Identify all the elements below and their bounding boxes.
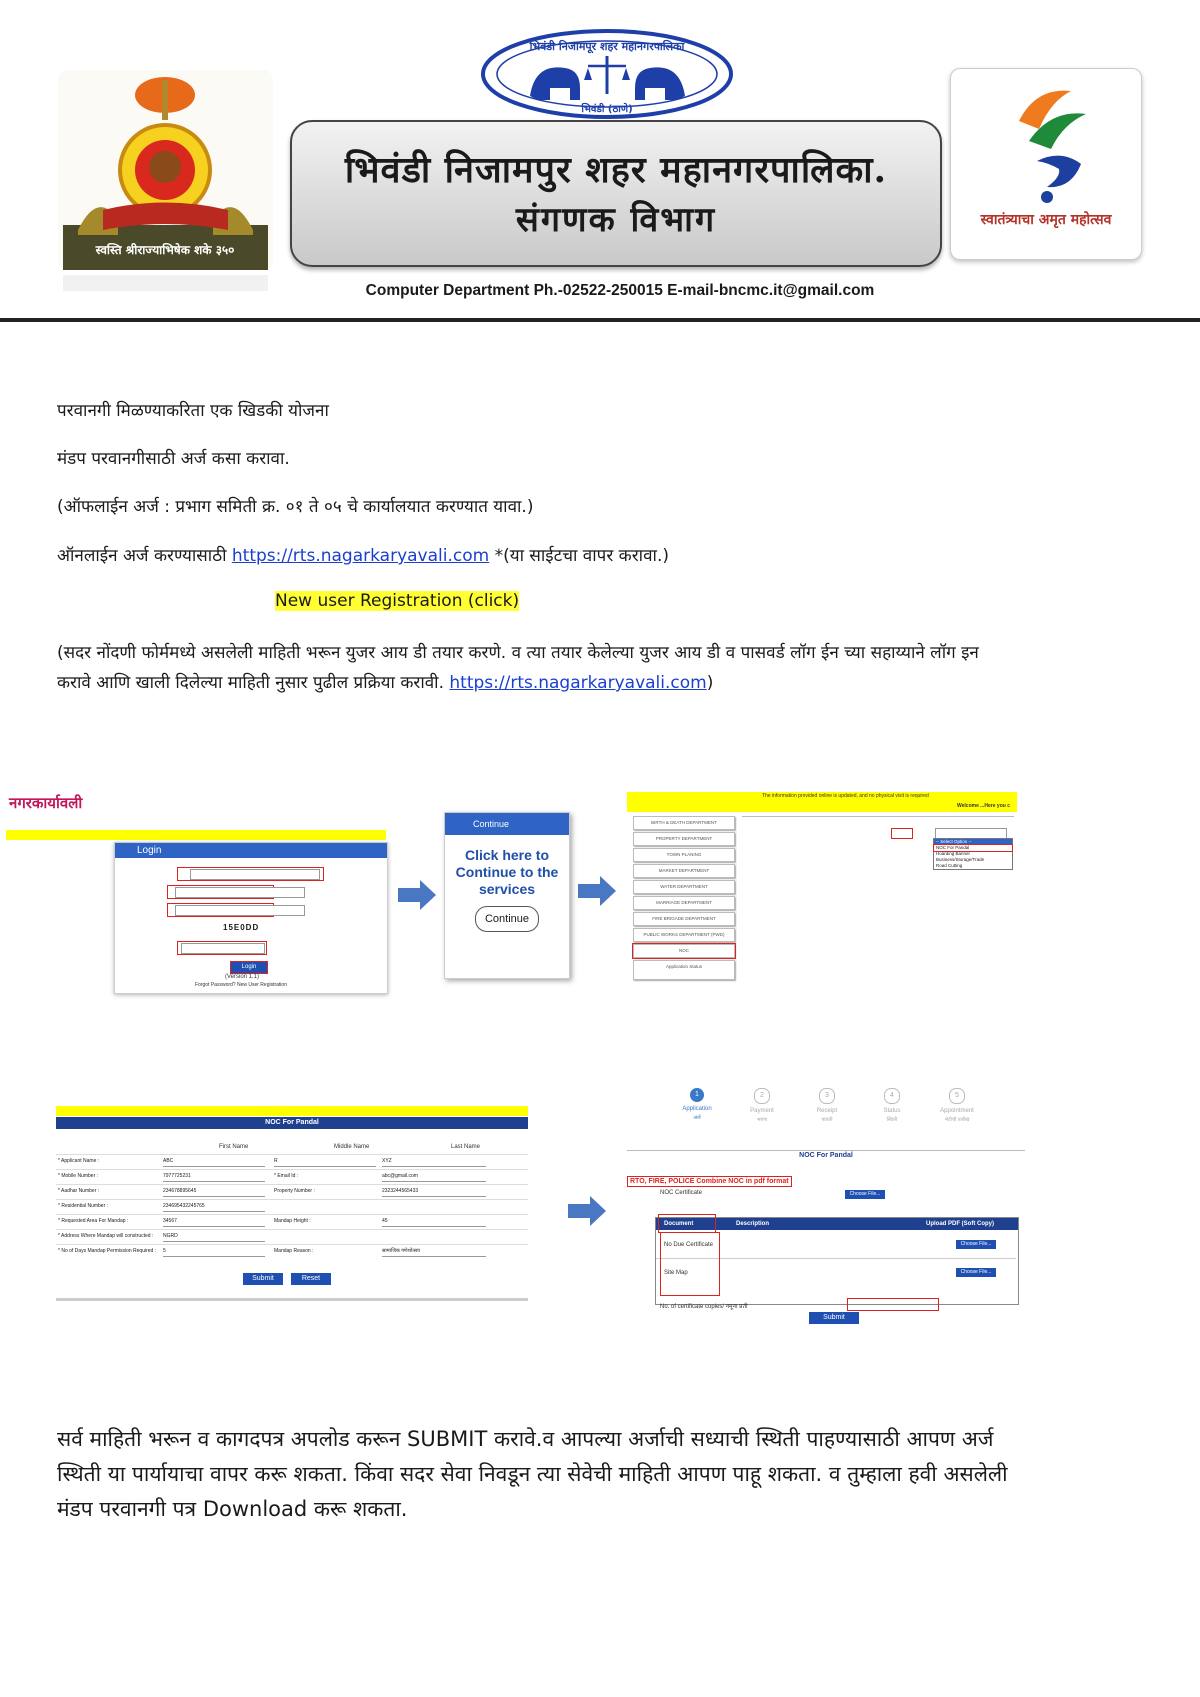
- form-input[interactable]: abc@gmail.com: [382, 1172, 486, 1182]
- azadi-ka-amrut-mahotsav-logo: [950, 68, 1142, 260]
- submit-button[interactable]: Submit: [243, 1273, 283, 1285]
- form-row: [56, 1184, 528, 1199]
- upload-submit-button[interactable]: Submit: [809, 1312, 859, 1324]
- step-receipt: 3 Receipt पावती: [797, 1088, 857, 1123]
- last-name-header: Last Name: [451, 1144, 481, 1150]
- step-application: 1 Application अर्ज: [667, 1088, 727, 1121]
- department-menu-item[interactable]: WATER DEPARTMENT: [633, 880, 735, 894]
- dropdown-option[interactable]: Hoarding Banner: [936, 851, 971, 856]
- form-row: [56, 1244, 528, 1259]
- department-menu-item[interactable]: FIRE BRIGADE DEPARTMENT: [633, 912, 735, 926]
- corporation-name: भिवंडी निजामपुर शहर महानगरपालिका.: [344, 149, 888, 191]
- corporation-seal-logo: [480, 28, 735, 120]
- first-name-header: First Name: [219, 1144, 249, 1150]
- header-divider: [0, 318, 1200, 322]
- offline-note: (ऑफलाईन अर्ज : प्रभाग समिती क्र. ०१ ते ०५ चे कार्यालयात करण्यात यावा.): [57, 497, 534, 517]
- form-input[interactable]: R: [274, 1157, 376, 1167]
- document-column-header: Document: [664, 1221, 694, 1227]
- step-status: 4 Status स्थिती: [862, 1088, 922, 1123]
- form-label: * Email Id :: [274, 1173, 299, 1179]
- form-input[interactable]: XYZ: [382, 1157, 486, 1167]
- captcha-image: 15E0DD: [223, 923, 260, 932]
- upload-title: NOC For Pandal: [799, 1152, 853, 1159]
- progress-steps: [667, 1088, 1017, 1136]
- form-label: Property Number :: [274, 1188, 315, 1194]
- form-input[interactable]: 34567: [163, 1217, 265, 1227]
- form-input[interactable]: 234695432245765: [163, 1202, 265, 1212]
- continue-button[interactable]: Continue: [475, 906, 539, 932]
- noc-certificate-label: NOC Certificate: [660, 1190, 703, 1196]
- form-row: [56, 1229, 528, 1244]
- arrow-icon: [568, 1196, 608, 1230]
- reset-button[interactable]: Reset: [291, 1273, 331, 1285]
- department-name: संगणक विभाग: [515, 200, 717, 240]
- svg-text:स्वातंत्र्याचा अमृत महोत्सव: स्वातंत्र्याचा अमृत महोत्सव: [980, 212, 1112, 228]
- department-menu-item[interactable]: MARRIAGE DEPARTMENT: [633, 896, 735, 910]
- scheme-title: परवानगी मिळण्याकरिता एक खिडकी योजना: [57, 401, 329, 421]
- svg-text:भिवंडी निजामपूर शहर महानगरपालि: भिवंडी निजामपूर शहर महानगरपालिका: [529, 40, 685, 53]
- form-input[interactable]: 5: [163, 1247, 265, 1257]
- form-label: * Requested Area For Mandap :: [58, 1218, 129, 1224]
- arrow-icon: [578, 876, 618, 910]
- online-note: ऑनलाईन अर्ज करण्यासाठी https://rts.nagarkaryavali.com *(या साईटचा वापर करावा.): [57, 546, 669, 566]
- form-input[interactable]: सामाजिक गणेशोत्सव: [382, 1247, 486, 1257]
- login-panel: [114, 842, 388, 994]
- form-label: * Mobile Number :: [58, 1173, 99, 1179]
- form-label: * Address Where Mandap will constructed :: [58, 1233, 154, 1239]
- noc-form-fields: [56, 1154, 528, 1259]
- continue-header: Continue: [445, 813, 569, 835]
- info-banner: The information provided online is updated, and no physical visit is required: [762, 793, 929, 799]
- login-links[interactable]: Forgot Password? New User Registration: [195, 982, 287, 988]
- dropdown-option[interactable]: Business/Storage/Trade: [936, 857, 985, 862]
- form-input[interactable]: ABC: [163, 1157, 265, 1167]
- step-payment: 2 Payment भरणा: [732, 1088, 792, 1123]
- svg-text:भिवंडी (ठाणे): भिवंडी (ठाणे): [581, 104, 633, 115]
- registration-instructions: (सदर नोंदणी फोर्ममध्ये असलेली माहिती भरून युजर आय डी तयार करणे. व त्या तयार केलेल्या युजर आय डी व पासवर्ड लॉग ईन च्या सहाय्याने लॉग इन करावे आणि खाली दिलेल्या माहिती नुसार पुढील प्रक्रिया करावी. https://rts.nagarkaryavali.com): [57, 643, 979, 693]
- form-label: * Applicant Name :: [58, 1158, 100, 1164]
- department-menu-item[interactable]: MARKET DEPARTMENT: [633, 864, 735, 878]
- middle-name-header: Middle Name: [334, 1144, 370, 1150]
- login-screenshot: [6, 790, 388, 1000]
- welcome-text: Welcome ...Here you c: [957, 803, 1010, 809]
- no-due-certificate-label: No Due Certificate: [664, 1242, 714, 1248]
- form-label: * Aadhar Number :: [58, 1188, 100, 1194]
- form-row: [56, 1214, 528, 1229]
- svg-text:स्वस्ति श्रीराज्याभिषेक शके ३५: स्वस्ति श्रीराज्याभिषेक शके ३५०: [95, 243, 235, 257]
- form-input[interactable]: 2323244565433: [382, 1187, 486, 1197]
- how-to-apply: मंडप परवानगीसाठी अर्ज कसा करावा.: [57, 449, 290, 469]
- form-label: * No of Days Mandap Permission Required :: [58, 1248, 157, 1254]
- form-label: * Residential Number :: [58, 1203, 109, 1209]
- dropdown-option[interactable]: -- Select Option --: [934, 839, 1012, 845]
- upload-column-header: Upload PDF (Soft Copy): [926, 1221, 994, 1227]
- version-label: (Version 1.1): [225, 974, 260, 980]
- login-button[interactable]: Login: [230, 961, 268, 974]
- form-input[interactable]: NGRD: [163, 1232, 265, 1242]
- departments-screenshot: [627, 792, 1017, 990]
- service-dropdown[interactable]: [933, 838, 1013, 870]
- form-input[interactable]: 45: [382, 1217, 486, 1227]
- choose-file-button[interactable]: Choose File...: [956, 1240, 996, 1249]
- form-input[interactable]: 234678895645: [163, 1187, 265, 1197]
- form-label: Mandap Height :: [274, 1218, 311, 1224]
- form-label: Mandap Reason :: [274, 1248, 314, 1254]
- contact-info: Computer Department Ph.-02522-250015 E-mail-bncmc.it@gmail.com: [365, 282, 875, 299]
- choose-file-button[interactable]: Choose File...: [956, 1268, 996, 1277]
- department-menu-item[interactable]: PUBLIC WORKS DEPARTMENT (PWD): [633, 928, 735, 942]
- step-appointment: 5 Appointment भेटीची तारीख: [927, 1088, 987, 1123]
- form-row: [56, 1154, 528, 1169]
- department-menu-item[interactable]: TOWN PLANING: [633, 848, 735, 862]
- rts-website-link-2[interactable]: https://rts.nagarkaryavali.com: [449, 673, 707, 693]
- noc-form-screenshot: [56, 1106, 528, 1304]
- description-column-header: Description: [736, 1221, 770, 1227]
- dropdown-option[interactable]: Road Cutting: [936, 863, 963, 868]
- left-emblem-logo: [58, 70, 273, 295]
- page-title-banner: [290, 120, 942, 267]
- department-menu-item[interactable]: NOC: [633, 944, 735, 958]
- form-input[interactable]: 7977725231: [163, 1172, 265, 1182]
- login-header: Login: [115, 843, 387, 858]
- noc-format-note: RTO, FIRE, POLICE Combine NOC in pdf format: [627, 1176, 792, 1187]
- documents-table: [655, 1217, 1019, 1305]
- department-menu-item[interactable]: BIRTH & DEATH DEPARTMENT: [633, 816, 735, 830]
- dropdown-option[interactable]: NOC For Pandal: [934, 845, 1012, 851]
- department-menu-item[interactable]: Application Status: [633, 960, 735, 980]
- upload-documents-screenshot: [627, 1086, 1025, 1326]
- rts-website-link[interactable]: https://rts.nagarkaryavali.com: [231, 546, 490, 566]
- closing-instructions: सर्व माहिती भरून व कागदपत्र अपलोड करून SUBMIT करावे.व आपल्या अर्जाची सध्याची स्थिती पाहण्यासाठी आपण अर्ज स्थिती या पार्यायाचा वापर करू शकता. किंवा सदर सेवा निवडून त्या सेवेची माहिती आपण पाहू शकता. व तुम्हाला हवी असलेली मंडप परवानगी पत्र Download करू शकता.: [57, 1427, 1008, 1521]
- continue-screenshot: [444, 812, 570, 979]
- continue-message: Click here to Continue to the services: [455, 847, 559, 897]
- noc-form-title: NOC For Pandal: [56, 1117, 528, 1129]
- copies-label: No. of certificate copies/ नमूना प्रती: [660, 1304, 748, 1310]
- brand-logo: नगरकार्यावली: [9, 794, 83, 812]
- site-map-label: Site Map: [664, 1270, 688, 1276]
- form-row: [56, 1169, 528, 1184]
- registration-link[interactable]: New user Registration (click): [275, 591, 520, 611]
- arrow-icon: [398, 880, 438, 914]
- form-row: [56, 1199, 528, 1214]
- department-menu: [633, 816, 735, 982]
- department-menu-item[interactable]: PROPERTY DEPARTMENT: [633, 832, 735, 846]
- choose-file-button[interactable]: Choose File...: [845, 1190, 885, 1199]
